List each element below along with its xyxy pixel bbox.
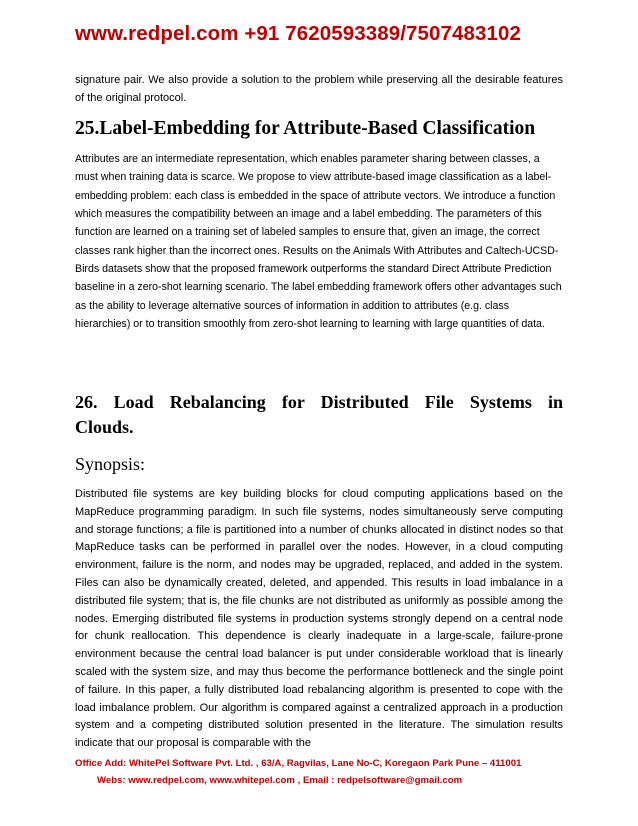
header-contact-line: www.redpel.com +91 7620593389/7507483102 [75,22,522,45]
section-26-title-line2: Clouds. [75,417,134,437]
section-25-body: Attributes are an intermediate representation, which enables parameter sharing between classes, a must when training data is scarce. We propose to view attribute-based image classification as a label-embedding problem: each class is embedded in the space of attribute vectors. We introduce a function which measures the compatibility between an image and a label embedding. The parameters of this function are learned on a training set of labeled samples to ensure that, given an image, the correct classes rank higher than the incorrect ones. Results on the Animals With Attributes and Caltech-UCSD-Birds datasets show that the proposed framework outperforms the standard Direct Attribute Prediction baseline in a zero-shot learning scenario. The label embedding framework offers other advantages such as the ability to leverage alternative sources of information in addition to attributes (e.g. class hierarchies) or to transition smoothly from zero-shot learning to learning with large quantities of data. [75,153,562,331]
section-26-title-line1: 26. Load Rebalancing for Distributed File Systems in [75,392,563,412]
section-26-body: Distributed file systems are key building blocks for cloud computing applications based on the MapReduce programming paradigm. In such file systems, nodes simultaneously serve computing and storage functions; a file is partitioned into a number of chunks allocated in distinct nodes so that MapReduce tasks can be performed in parallel over the nodes. However, in a cloud computing environment, failure is the norm, and nodes may be upgraded, replaced, and added in the system. Files can also be dynamically created, deleted, and appended. This results in load imbalance in a distributed file system; that is, the file chunks are not distributed as uniformly as possible among the nodes. Emerging distributed file systems in production systems strongly depend on a central node for chunk reallocation. This dependence is clearly inadequate in a large-scale, failure-prone environment because the central load balancer is put under considerable workload that is linearly scaled with the system size, and may thus become the performance bottleneck and the single point of failure. In this paper, a fully distributed load rebalancing algorithm is presented to cope with the load imbalance problem. Our algorithm is compared against a centralized approach in a production system and a competing distributed solution presented in the literature. The simulation results indicate that our proposal is comparable with the [75,488,563,750]
footer-address: Office Add: WhitePel Software Pvt. Ltd. , 63/A, Ragvilas, Lane No-C, Koregaon Park Pune – 411001 [75,758,522,769]
section-25-title: 25.Label-Embedding for Attribute-Based Classification [75,118,536,139]
footer-websites: Webs: www.redpel.com, www.whitepel.com , Email : redpelsoftware@gmail.com [97,775,463,786]
intro-paragraph: signature pair. We also provide a solution to the problem while preserving all the desirable features of the original protocol. [75,74,563,104]
synopsis-heading: Synopsis: [75,454,146,474]
